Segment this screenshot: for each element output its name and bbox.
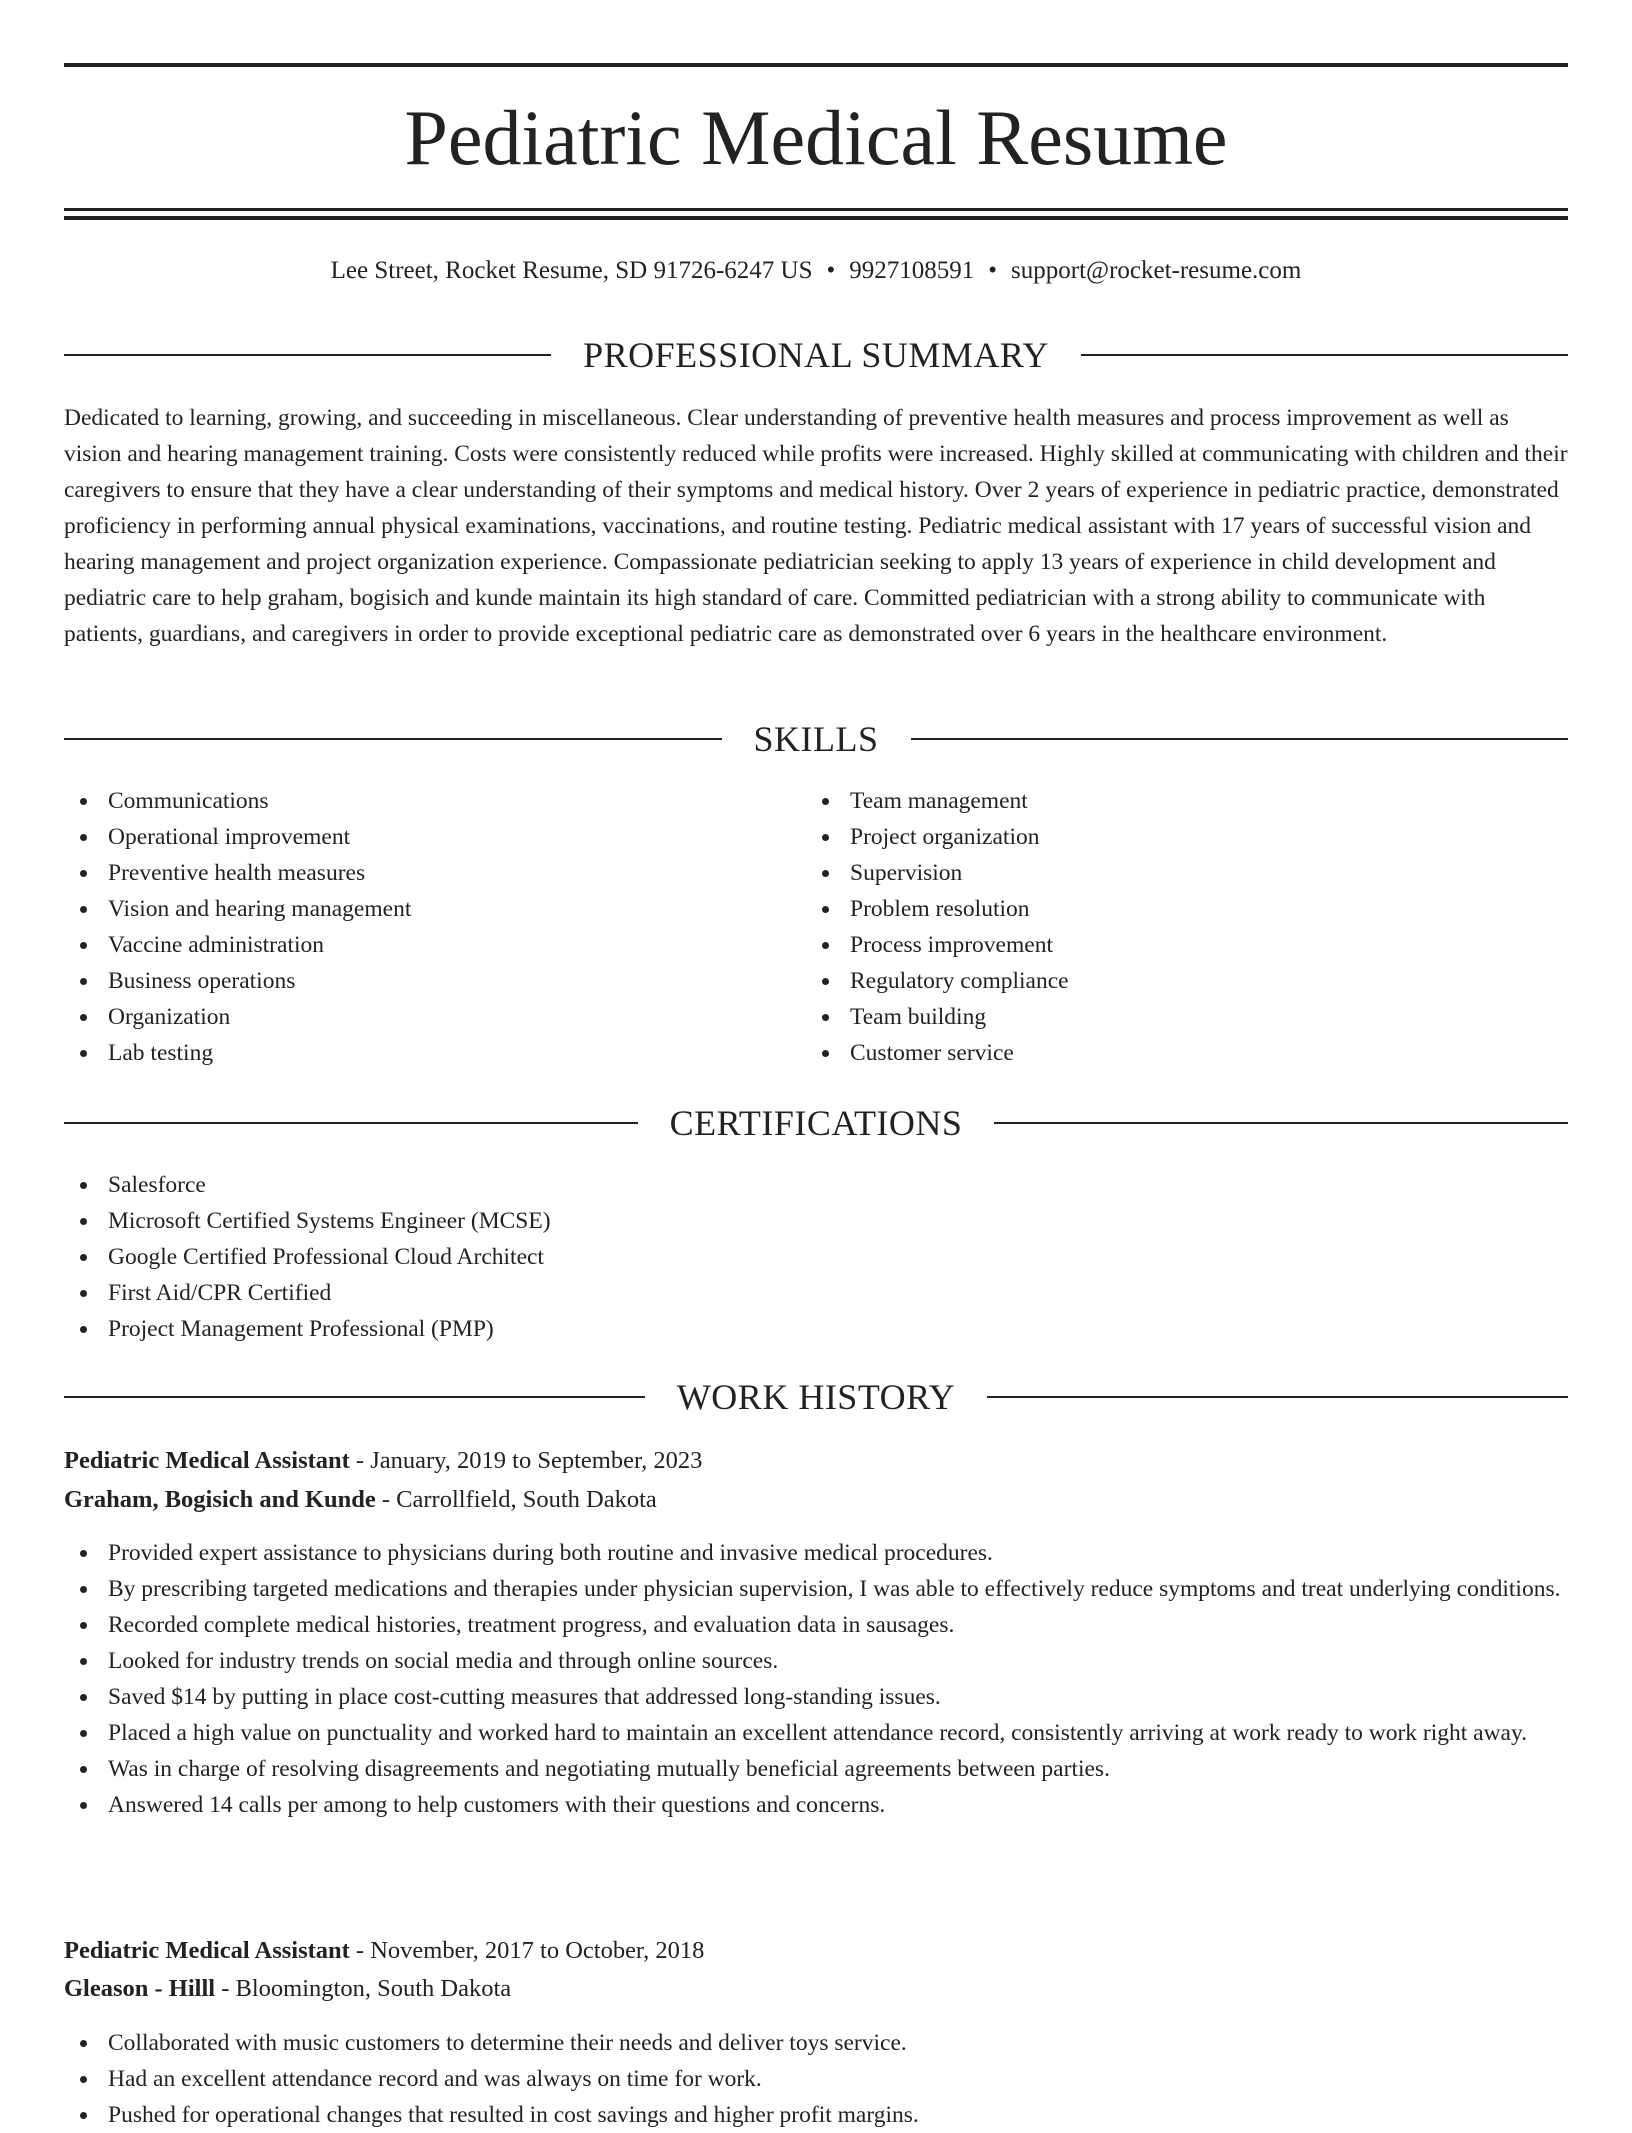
certification-item: Google Certified Professional Cloud Architect	[64, 1239, 1568, 1275]
job-title: Pediatric Medical Assistant	[64, 1937, 350, 1964]
job-dates: - November, 2017 to October, 2018	[349, 1937, 705, 1964]
heading-rule-left	[64, 1122, 638, 1124]
job-duty-item: Saved $14 by putting in place cost-cutting measures that addressed long-standing issues.	[64, 1679, 1568, 1715]
contact-line	[64, 254, 1568, 288]
heading-rule-right	[1081, 354, 1568, 356]
job-duty-item: Was in charge of resolving disagreements and negotiating mutually beneficial agreements between parties.	[64, 1751, 1568, 1787]
certification-item: Project Management Professional (PMP)	[64, 1311, 1568, 1347]
job-duty-item: Pushed for operational changes that resulted in cost savings and higher profit margins.	[64, 2097, 1568, 2133]
skill-item: Vaccine administration	[64, 927, 804, 963]
skill-item: Preventive health measures	[64, 855, 804, 891]
skills-list-right	[806, 783, 1566, 1071]
skill-item: Team building	[806, 999, 1566, 1035]
job-title: Pediatric Medical Assistant	[64, 1447, 350, 1474]
header-top-rule	[64, 63, 1568, 67]
skill-item: Customer service	[806, 1035, 1566, 1071]
job-location: - Carrollfield, South Dakota	[375, 1486, 657, 1513]
certification-item: First Aid/CPR Certified	[64, 1275, 1568, 1311]
skill-item: Process improvement	[806, 927, 1566, 963]
section-heading-work-history	[64, 1375, 1568, 1419]
heading-rule-left	[64, 738, 722, 740]
heading-rule-right	[911, 738, 1569, 740]
job-duties-list	[64, 2025, 1568, 2133]
section-heading-summary	[64, 333, 1568, 377]
section-heading-skills	[64, 717, 1568, 761]
job-duty-item: Collaborated with music customers to determine their needs and deliver toys service.	[64, 2025, 1568, 2061]
job-duty-item: By prescribing targeted medications and therapies under physician supervision, I was able to effectively reduce symptoms and treat underlying conditions.	[64, 1571, 1568, 1607]
job-company: Gleason - Hilll	[64, 1975, 216, 2002]
job-company-line	[64, 1482, 1568, 1518]
skills-list-left	[64, 783, 804, 1071]
skill-item: Organization	[64, 999, 804, 1035]
skill-item: Supervision	[806, 855, 1566, 891]
certification-item: Microsoft Certified Systems Engineer (MCSE)	[64, 1203, 1568, 1239]
certifications-list	[64, 1167, 1568, 1347]
skill-item: Lab testing	[64, 1035, 804, 1071]
job-title-line	[64, 1443, 1568, 1479]
section-heading-label: WORK HISTORY	[676, 1377, 956, 1417]
job-company: Graham, Bogisich and Kunde	[64, 1486, 376, 1513]
heading-rule-left	[64, 354, 551, 356]
section-heading-certifications	[64, 1101, 1568, 1145]
skill-item: Regulatory compliance	[806, 963, 1566, 999]
contact-separator: •	[826, 257, 836, 284]
job-location: - Bloomington, South Dakota	[215, 1975, 512, 2002]
contact-separator: •	[988, 257, 998, 284]
job-duty-item: Recorded complete medical histories, treatment progress, and evaluation data in sausages.	[64, 1607, 1568, 1643]
section-heading-label: CERTIFICATIONS	[669, 1103, 963, 1143]
job-duty-item: Provided expert assistance to physicians during both routine and invasive medical procedures.	[64, 1535, 1568, 1571]
job-title-line	[64, 1933, 1568, 1969]
job-dates: - January, 2019 to September, 2023	[349, 1447, 703, 1474]
job-duty-item: Looked for industry trends on social media and through online sources.	[64, 1643, 1568, 1679]
certification-item: Salesforce	[64, 1167, 1568, 1203]
skill-item: Operational improvement	[64, 819, 804, 855]
skill-item: Team management	[806, 783, 1566, 819]
skill-item: Project organization	[806, 819, 1566, 855]
contact-email: support@rocket-resume.com	[1011, 257, 1302, 284]
job-duties-list	[64, 1535, 1568, 1823]
header-double-rule-upper	[64, 208, 1568, 211]
job-duty-item: Placed a high value on punctuality and worked hard to maintain an excellent attendance record, consistently arriving at work ready to work right away.	[64, 1715, 1568, 1751]
skill-item: Business operations	[64, 963, 804, 999]
skill-item: Communications	[64, 783, 804, 819]
skill-item: Vision and hearing management	[64, 891, 804, 927]
job-company-line	[64, 1971, 1568, 2007]
heading-rule-right	[987, 1396, 1568, 1398]
heading-rule-left	[64, 1396, 645, 1398]
contact-address: Lee Street, Rocket Resume, SD 91726-6247 US	[330, 257, 813, 284]
resume-title: Pediatric Medical Resume	[404, 94, 1228, 181]
job-duty-item: Had an excellent attendance record and was always on time for work.	[64, 2061, 1568, 2097]
professional-summary-text: Dedicated to learning, growing, and succeeding in miscellaneous. Clear understanding of preventive health measures and process improvement as well as vision and hearing management training. Costs were consistently reduced while profits were increased. Highly skilled at communicating with children and their caregivers to ensure that they have a clear understanding of their symptoms and medical history. Over 2 years of experience in pediatric practice, demonstrated proficiency in performing annual physical examinations, vaccinations, and routine testing. Pediatric medical assistant with 17 years of successful vision and hearing management and project organization experience. Compassionate pediatrician seeking to apply 13 years of experience in child development and pediatric care to help graham, bogisich and kunde maintain its high standard of care. Committed pediatrician with a strong ability to communicate with patients, guardians, and caregivers in order to provide exceptional pediatric care as demonstrated over 6 years in the healthcare environment.	[64, 405, 1568, 647]
section-heading-label: PROFESSIONAL SUMMARY	[583, 335, 1049, 375]
section-heading-label: SKILLS	[753, 719, 879, 759]
heading-rule-right	[994, 1122, 1568, 1124]
job-duty-item: Answered 14 calls per among to help customers with their questions and concerns.	[64, 1787, 1568, 1823]
skill-item: Problem resolution	[806, 891, 1566, 927]
header-double-rule-lower	[64, 216, 1568, 220]
contact-phone: 9927108591	[849, 257, 975, 284]
